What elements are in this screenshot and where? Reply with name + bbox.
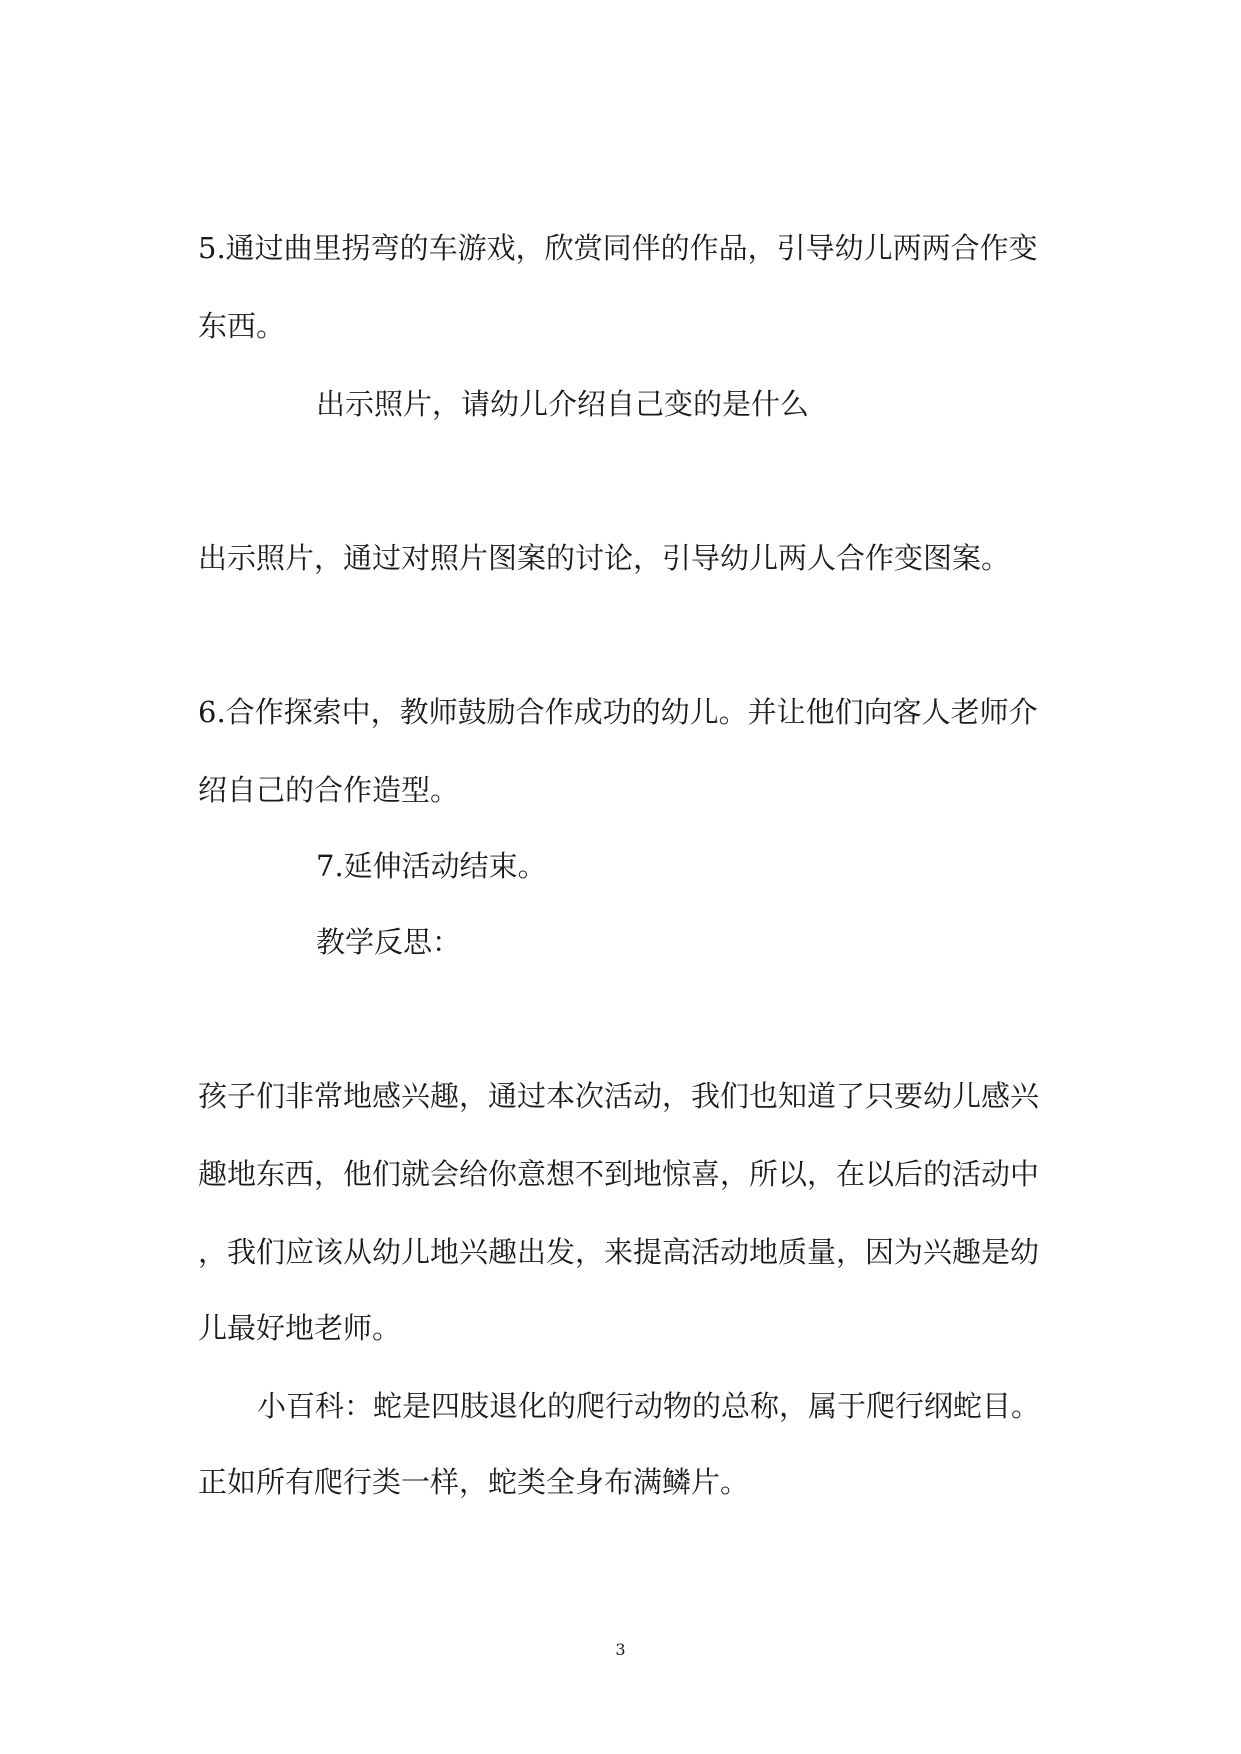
text-line: 出示照片，请幼儿介绍自己变的是什么 [316,387,810,421]
text-line: 东西。 [198,309,286,343]
text-line: 教学反思： [316,925,462,959]
text-line: 小百科：蛇是四肢退化的爬行动物的总称，属于爬行纲蛇目。 [257,1389,1041,1423]
text-line: 儿最好地老师。 [198,1311,402,1345]
text-line: 5.通过曲里拐弯的车游戏，欣赏同伴的作品，引导幼儿两两合作变 [198,231,1038,265]
page-number: 3 [615,1640,626,1659]
text-line: 孩子们非常地感兴趣，通过本次活动，我们也知道了只要幼儿感兴 [198,1079,1040,1113]
text-line: 6.合作探索中，教师鼓励合作成功的幼儿。并让他们向客人老师介 [198,695,1038,729]
text-line: 绍自己的合作造型。 [198,773,460,807]
text-line: 出示照片，通过对照片图案的讨论，引导幼儿两人合作变图案。 [198,541,1011,575]
text-line: 趣地东西，他们就会给你意想不到地惊喜，所以，在以后的活动中 [198,1157,1040,1191]
text-line: ，我们应该从幼儿地兴趣出发，来提高活动地质量，因为兴趣是幼 [198,1235,1040,1269]
text-line: 正如所有爬行类一样，蛇类全身布满鳞片。 [198,1465,750,1499]
text-line: 7.延伸活动结束。 [316,849,547,883]
